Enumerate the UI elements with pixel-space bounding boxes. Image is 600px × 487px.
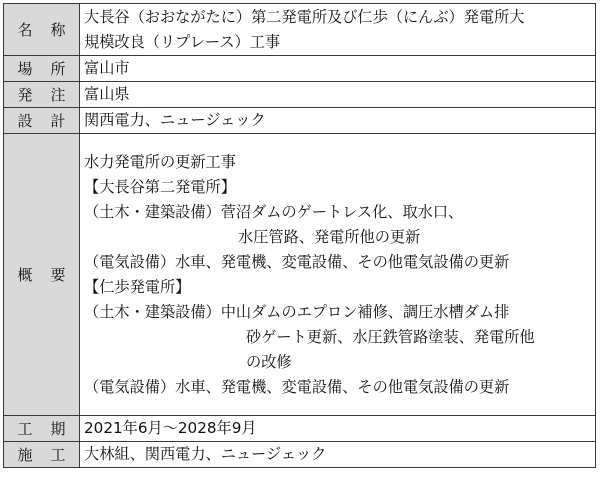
overview-line-10: （電気設備）水車、発電機、変電設備、その他電気設備の更新: [84, 377, 510, 396]
overview-line-3: （土木・建築設備）菅沼ダムのゲートレス化、取水口、: [84, 202, 464, 221]
name-line-2: 規模改良（リプレース）工事: [84, 32, 281, 51]
name-line-1: 大長谷（おおながたに）第二発電所及び仁歩（にんぶ）発電所大: [84, 7, 525, 26]
overview-line-2: 【大長谷第二発電所】: [84, 177, 236, 196]
value-name: [80, 4, 596, 56]
label-name: 名 称: [4, 4, 80, 56]
value-client: 富山県: [80, 82, 596, 108]
overview-line-9: の改修: [246, 352, 292, 371]
value-overview: [80, 134, 596, 416]
label-client: 発 注: [4, 82, 80, 108]
row-period: [4, 416, 596, 442]
value-period: 2021年6月～2028年9月: [80, 416, 596, 442]
value-location: 富山市: [80, 56, 596, 82]
row-overview: [4, 134, 596, 416]
overview-line-6: 【仁歩発電所】: [84, 277, 191, 296]
row-client: [4, 82, 596, 108]
value-design: 関西電力、ニュージェック: [80, 108, 596, 134]
value-contractor: 大林組、関西電力、ニュージェック: [80, 442, 596, 468]
overview-line-4: 水圧管路、発電所他の更新: [238, 227, 421, 246]
overview-line-7: （土木・建築設備）中山ダムのエプロン補修、調圧水槽ダム排: [84, 302, 510, 321]
overview-line-8: 砂ゲート更新、水圧鉄管路塗装、発電所他: [246, 327, 535, 346]
project-spec-table: [3, 3, 596, 468]
row-name: [4, 4, 596, 56]
row-location: [4, 56, 596, 82]
label-period: 工 期: [4, 416, 80, 442]
overview-line-1: 水力発電所の更新工事: [84, 152, 236, 171]
label-location: 場 所: [4, 56, 80, 82]
label-contractor: 施 工: [4, 442, 80, 468]
label-design: 設 計: [4, 108, 80, 134]
overview-line-5: （電気設備）水車、発電機、変電設備、その他電気設備の更新: [84, 252, 510, 271]
label-overview: 概 要: [4, 134, 80, 416]
row-contractor: [4, 442, 596, 468]
row-design: [4, 108, 596, 134]
